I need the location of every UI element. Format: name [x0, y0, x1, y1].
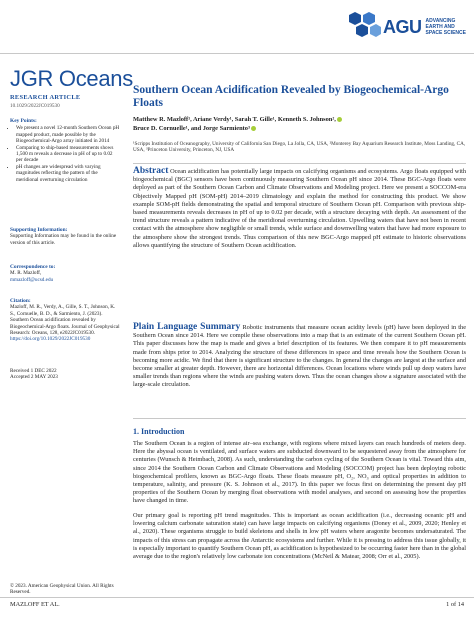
footer-rule — [0, 597, 474, 598]
affiliations: ¹Scripps Institution of Oceanography, University of California San Diego, La Jolla, CA, USA, ²Monterey Bay Aquarium Research Institute, Moss Landing, CA, USA, ³Princeton University, Princeton, NJ, USA — [133, 141, 466, 154]
intro-paragraph-2: Our primary goal is reporting pH trend magnitudes. This is important as ocean acidification (i.e., decreasing oceanic pH and lowering calcium carbonate saturation state) can have large impacts on calcifying organisms (Doney et al., 2009, 2020; Henley et al., 2020). These organisms struggle to build skeletons and shells in low pH waters where aragonite becomes undersaturated. The impacts of this stress can propagate across the Antarctic ecosystems and further. While it is pressing to address this issue globally, it is especially important to quantify Southern Ocean pH, as acidification is hypothesized to be occurring faster here than in the global average due to the region's relatively low carbonate ion concentrations (McNeil & Matear, 2008; Orr et al., 2005). — [133, 512, 466, 561]
accepted-date: Accepted 2 MAY 2023 — [10, 374, 58, 381]
correspondence-heading: Correspondence to: — [10, 264, 56, 270]
correspondence — [10, 264, 120, 283]
plain-language-heading: Plain Language Summary — [133, 322, 241, 332]
article-title: Southern Ocean Acidification Revealed by Biogeochemical-Argo Floats — [133, 84, 449, 109]
plain-language-summary — [133, 323, 466, 390]
journal-name: JGR Oceans — [10, 66, 133, 91]
citation — [10, 298, 120, 343]
article-doi: 10.1029/2022JC019530 — [10, 103, 60, 109]
author-list: Matthew R. Mazloff¹, Ariane Verdy¹, Sarah T. Gille¹, Kenneth S. Johnson², Bruce D. Cornuelle¹, and Jorge Sarmiento³ — [133, 116, 466, 133]
header-rule — [0, 53, 474, 54]
agu-hexagon-icon — [345, 12, 381, 42]
citation-text: Mazloff, M. R., Verdy, A., Gille, S. T., Johnson, K. S., Cornuelle, B. D., & Sarmiento, J. (2023). Southern Ocean acidification revealed by Biogeochemical-Argo floats. Journal of Geophysical Research: Oceans, 128, e2022JC019530. — [10, 304, 120, 337]
key-point-item: • We present a novel 12-month Southern Ocean pH mapped product, made possible by the Biogeochemical-Argo array initiated in 2014 — [16, 125, 120, 144]
orcid-icon — [337, 117, 342, 122]
divider — [133, 418, 466, 419]
introduction-heading: 1. Introduction — [133, 427, 185, 436]
key-point-item: • Comparing to ship-based measurements shows 1,500 m reveals a decrease in pH of up to 0.02 per decade — [16, 145, 120, 164]
supporting-info-text: Supporting Information may be found in the online version of this article. — [10, 233, 117, 246]
agu-logo — [345, 12, 466, 42]
agu-tagline: ADVANCING EARTH AND SPACE SCIENCE — [425, 18, 466, 36]
copyright: © 2023. American Geophysical Union. All Rights Reserved. — [10, 583, 114, 596]
divider — [133, 163, 466, 164]
correspondence-name: M. R. Mazloff, — [10, 270, 42, 277]
footer-authors: MAZLOFF ET AL. — [10, 601, 60, 608]
orcid-icon — [251, 126, 256, 131]
key-point-item: • pH changes are widespread with varying magnitudes reflecting the pattern of the meridional overturning circulation — [16, 164, 120, 183]
supporting-information — [10, 227, 120, 246]
page-number: 1 of 14 — [446, 601, 464, 608]
received-date: Received 1 DEC 2022 — [10, 368, 57, 374]
abstract-heading: Abstract — [133, 166, 169, 176]
citation-doi-link[interactable]: https://doi.org/10.1029/2022JC019530 — [10, 336, 91, 343]
supporting-info-heading: Supporting Information: — [10, 227, 68, 233]
citation-heading: Citation: — [10, 298, 31, 304]
article-type: RESEARCH ARTICLE — [10, 94, 81, 101]
article-dates — [10, 368, 120, 381]
correspondence-email-link[interactable]: mmazloff@ucsd.edu — [10, 276, 54, 283]
intro-paragraph-1: The Southern Ocean is a region of intense air–sea exchange, with regions where mixed layers can reach hundreds of meters deep. Here the abyssal ocean is ventilated, and surface waters are subducted downward to be sequestered away from the atmosphere for centuries (Wunsch & Heimbach, 2008). As such, understanding the carbon cycling of the Southern Ocean is vital. Toward this aim, since 2014 the Southern Ocean Carbon and Climate Observations and Modeling (SOCCOM) project has been deploying robotic biogeochemical profilers, known as BGC-Argo floats. These floats measure pH, O₂, NO₃ and optical properties in addition to temperature, salinity, and pressure (K. S. Johnson et al., 2017). In this paper we focus first on determining the present day pH properties of the Southern Ocean by merging float observations with model analyses, and second on assessing how the properties have changed in time. — [133, 440, 466, 505]
agu-wordmark: AGU — [383, 16, 422, 37]
abstract — [133, 167, 466, 250]
plain-language-text: Robotic instruments that measure ocean acidity levels (pH) have been deployed in the Southern Ocean since 2014. Here we compile these observations into a map that is an estimate of the current Southern Ocean pH. This paper discusses how the map is made and gives a brief description of its features. We then compare it to pH measurements made from ships prior to 2014. Analyzing the structure of these differences in space and time reveals how the Southern Ocean is becoming more acidic. We find that there is significant structure to the changes. In general the changes are largest at the surface and become smaller at greater depth. However, there are horizontal differences. Ocean locations where winds pull up deep waters have smaller trends than regions where the winds are pushing waters down. Thus the ocean changes show a signature associated with the large-scale circulation. — [133, 324, 466, 389]
key-points-heading: Key Points: — [10, 118, 37, 124]
key-points — [10, 118, 120, 183]
abstract-text: Ocean acidification has potentially large impacts on calcifying organisms and ecosystems. Argo floats equipped with biogeochemical (BGC) sensors have been continuously measuring Southern Ocean pH since 2014. These BGC-Argo floats were deployed as part of the Southern Ocean Carbon and Climate Observations and Modeling project. Here we present a SOCCOM-era Objectively Mapped pH (SOM-pH) 2014–2019 climatology and explain the method for constructing this product. We show example SOM-pH fields demonstrating the spatial and temporal structure of Southern Ocean pH. Comparison with previous ship-based measurements reveals decreases in pH of up to 0.02 per decade, with a structure decaying with depth. An assessment of the trend structure reveals a pattern indicative of the meridional overturning circulation. Upwelling waters that have not been in recent contact with the atmosphere show negligible or small trends, while surface and downwelling waters that have had more exposure to the atmosphere show the strongest trends. Thus comparison of this new BGC-Argo mapped pH estimate to historic observations allows quantifying the structure of Southern Ocean acidification. — [133, 168, 467, 249]
